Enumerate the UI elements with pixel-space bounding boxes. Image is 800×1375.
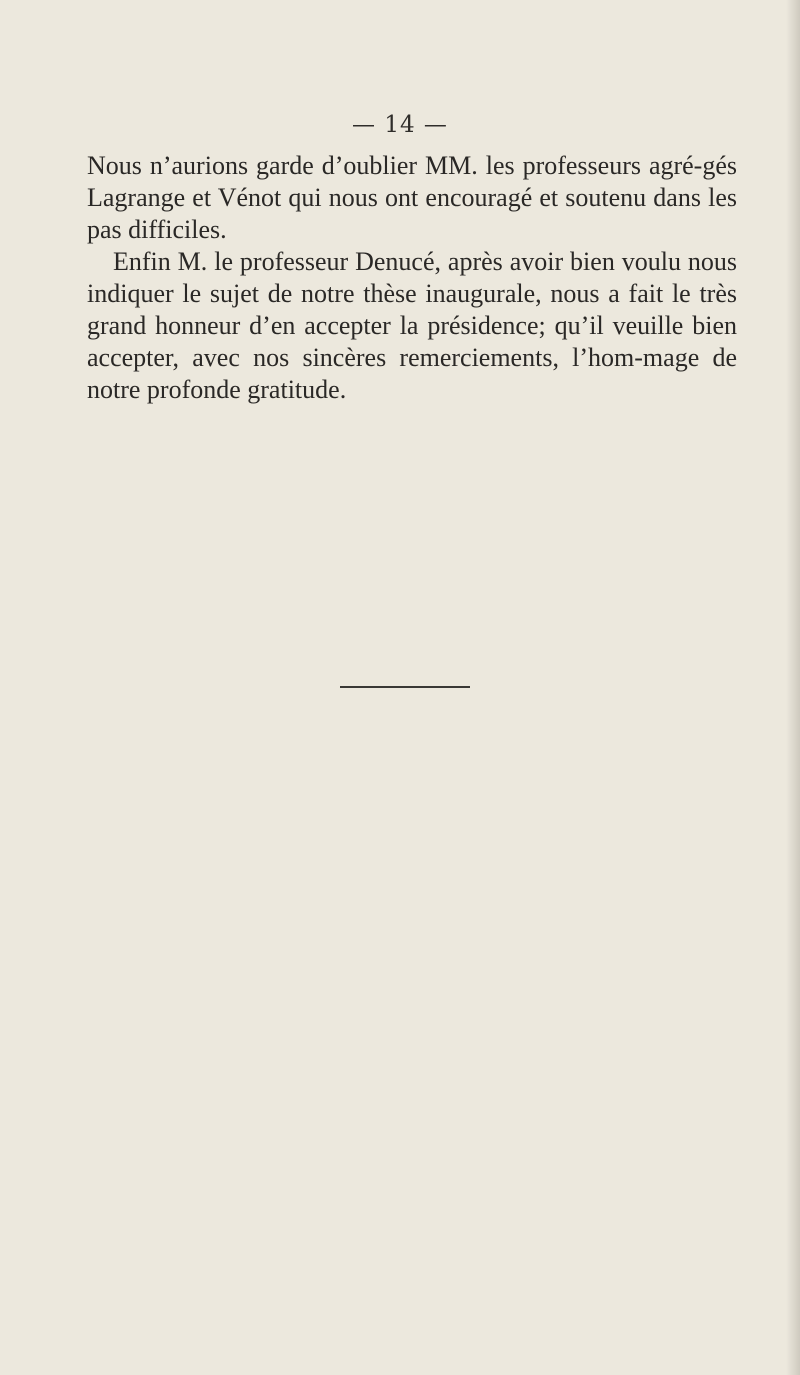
page-edge-shadow — [786, 0, 800, 1375]
paragraph-acknowledgement-professors: Nous n’aurions garde d’oublier MM. les professeurs agré-gés Lagrange et Vénot qui nous ont encouragé et soutenu dans les pas difficiles. — [87, 151, 737, 244]
body-text — [87, 150, 737, 406]
paragraph-acknowledgement-president: Enfin M. le professeur Denucé, après avoir bien voulu nous indiquer le sujet de notre thèse inaugurale, nous a fait le très grand honneur d’en accepter la présidence; qu’il veuille bien accepter, avec nos sincères remerciements, l’hom-mage de notre profonde gratitude. — [87, 247, 737, 404]
section-divider — [340, 686, 470, 688]
page-number: — 14 — — [352, 112, 448, 138]
